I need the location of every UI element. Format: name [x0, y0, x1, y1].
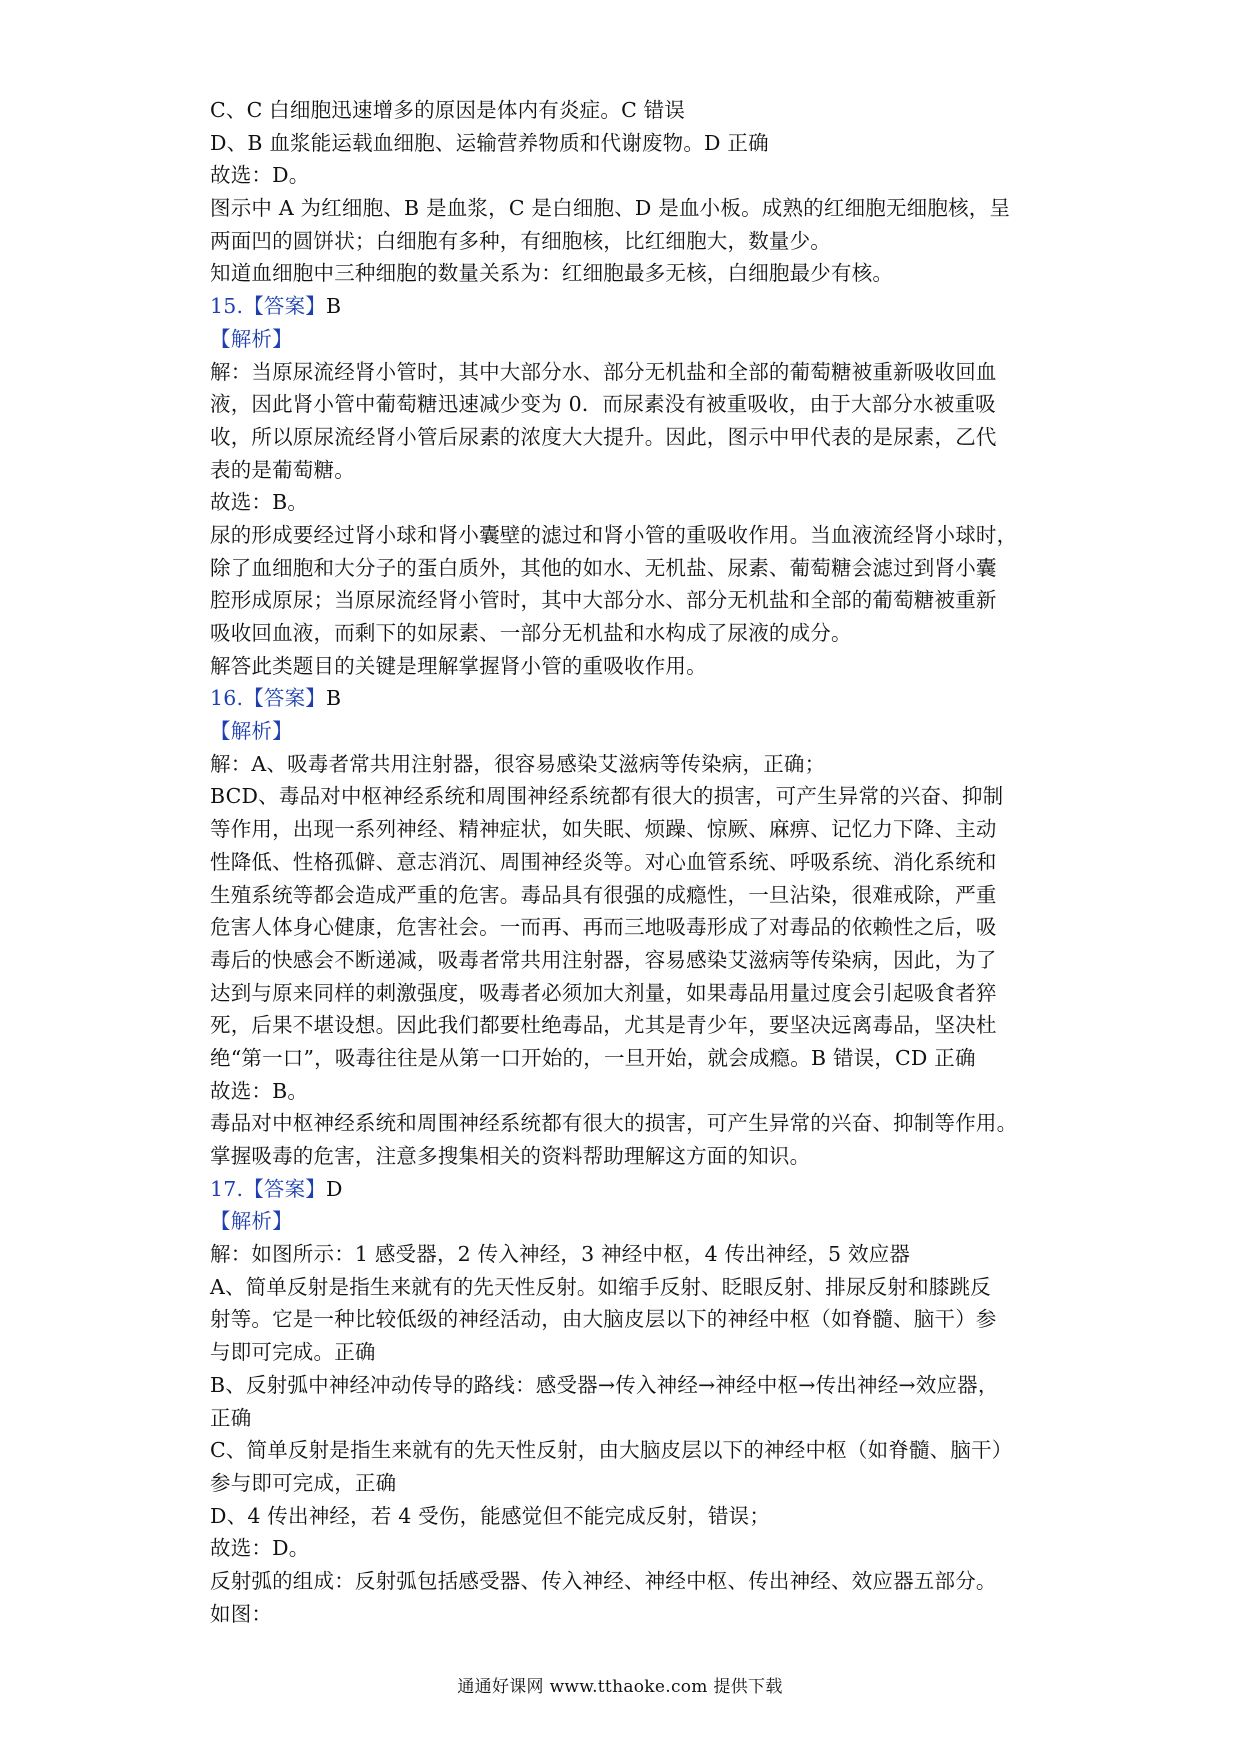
answer-label: 【答案】 — [243, 294, 327, 319]
answer-label: 【答案】 — [243, 1176, 327, 1201]
text-line: 两面凹的圆饼状；白细胞有多种，有细胞核，比红细胞大，数量少。 — [210, 228, 831, 253]
text-line: 故选：D。 — [210, 1536, 310, 1561]
question-number: 17. — [210, 1176, 244, 1201]
text-line: 毒品对中枢神经系统和周围神经系统都有很大的损害，可产生异常的兴奋、抑制等作用。 — [210, 1111, 1018, 1136]
text-line: C、简单反射是指生来就有的先天性反射，由大脑皮层以下的神经中枢（如脊髓、脑干） — [210, 1438, 1013, 1463]
text-line: 正确 — [210, 1405, 252, 1430]
text-line: 达到与原来同样的刺激强度，吸毒者必须加大剂量，如果毒品用量过度会引起吸食者猝 — [210, 980, 997, 1005]
text-line: 知道血细胞中三种细胞的数量关系为：红细胞最多无核，白细胞最少有核。 — [210, 261, 894, 286]
text-line: 尿的形成要经过肾小球和肾小囊壁的滤过和肾小管的重吸收作用。当血液流经肾小球时， — [210, 522, 1018, 547]
answer-heading-16 — [210, 682, 1040, 715]
answer-heading-15 — [210, 290, 1040, 323]
text-line: 毒后的快感会不断递减，吸毒者常共用注射器，容易感染艾滋病等传染病，因此，为了 — [210, 947, 997, 972]
text-line: 死，后果不堪设想。因此我们都要杜绝毒品，尤其是青少年，要坚决远离毒品，坚决杜 — [210, 1013, 997, 1038]
text-line: 图示中 A 为红细胞、B 是血浆，C 是白细胞、D 是血小板。成熟的红细胞无细胞核，呈 — [210, 196, 1011, 221]
text-line: 故选：D。 — [210, 163, 310, 188]
text-line: 除了血细胞和大分子的蛋白质外，其他的如水、无机盐、尿素、葡萄糖会滤过到肾小囊 — [210, 555, 997, 580]
question-number: 15. — [210, 294, 244, 319]
text-line: 解答此类题目的关键是理解掌握肾小管的重吸收作用。 — [210, 653, 707, 678]
analysis-label: 【解析】 — [210, 326, 293, 351]
text-line: 故选：B。 — [210, 490, 309, 515]
text-line: B、反射弧中神经冲动传导的路线：感受器→传入神经→神经中枢→传出神经→效应器， — [210, 1372, 999, 1397]
text-line: 表的是葡萄糖。 — [210, 457, 355, 482]
answer-value: B — [326, 686, 342, 711]
answer-label: 【答案】 — [243, 686, 327, 711]
text-line: 如图： — [210, 1601, 273, 1626]
text-line: 解：如图所示：1 感受器，2 传入神经，3 神经中枢，4 传出神经，5 效应器 — [210, 1242, 911, 1267]
text-line: C、C 白细胞迅速增多的原因是体内有炎症。C 错误 — [210, 98, 686, 122]
text-line: BCD、毒品对中枢神经系统和周围神经系统都有很大的损害，可产生异常的兴奋、抑制 — [210, 784, 1004, 809]
text-line: 性降低、性格孤僻、意志消沉、周围神经炎等。对心血管系统、呼吸系统、消化系统和 — [210, 849, 997, 874]
text-line: 生殖系统等都会造成严重的危害。毒品具有很强的成瘾性，一旦沾染，很难戒除，严重 — [210, 882, 997, 907]
page-footer: 通通好课网 www.tthaoke.com 提供下载 — [457, 1677, 783, 1697]
question-number: 16. — [210, 686, 244, 711]
text-line: 腔形成原尿；当原尿流经肾小管时，其中大部分水、部分无机盐和全部的葡萄糖被重新 — [210, 588, 997, 613]
document-body — [210, 94, 1040, 1630]
answer-heading-17 — [210, 1173, 1040, 1206]
text-line: 射等。它是一种比较低级的神经活动，由大脑皮层以下的神经中枢（如脊髓、脑干）参 — [210, 1307, 997, 1332]
text-line: 参与即可完成，正确 — [210, 1470, 397, 1495]
analysis-label: 【解析】 — [210, 1209, 293, 1234]
text-line: 绝“第一口”，吸毒往往是从第一口开始的，一旦开始，就会成瘾。B 错误，CD 正确 — [210, 1045, 976, 1070]
text-line: 解：当原尿流经肾小管时，其中大部分水、部分无机盐和全部的葡萄糖被重新吸收回血 — [210, 359, 997, 384]
text-line: 解：A、吸毒者常共用注射器，很容易感染艾滋病等传染病，正确； — [210, 751, 826, 776]
text-line: D、4 传出神经，若 4 受伤，能感觉但不能完成反射，错误； — [210, 1503, 771, 1528]
answer-value: B — [326, 294, 342, 319]
text-line: 吸收回血液，而剩下的如尿素、一部分无机盐和水构成了尿液的成分。 — [210, 621, 852, 645]
text-line: 与即可完成。正确 — [210, 1340, 376, 1365]
text-line: 故选：B。 — [210, 1078, 309, 1103]
text-line: 掌握吸毒的危害，注意多搜集相关的资料帮助理解这方面的知识。 — [210, 1144, 811, 1168]
text-line: 等作用，出现一系列神经、精神症状，如失眠、烦躁、惊厥、麻痹、记忆力下降、主动 — [210, 817, 997, 842]
text-line: 收，所以原尿流经肾小管后尿素的浓度大大提升。因此，图示中甲代表的是尿素，乙代 — [210, 424, 997, 449]
text-line: 危害人体身心健康，危害社会。一而再、再而三地吸毒形成了对毒品的依赖性之后，吸 — [210, 915, 997, 940]
analysis-label: 【解析】 — [210, 719, 293, 744]
text-line: A、简单反射是指生来就有的先天性反射。如缩手反射、眨眼反射、排尿反射和膝跳反 — [210, 1274, 991, 1299]
text-line: 反射弧的组成：反射弧包括感受器、传入神经、神经中枢、传出神经、效应器五部分。 — [210, 1568, 997, 1593]
text-line: 液，因此肾小管中葡萄糖迅速减少变为 0．而尿素没有被重吸收，由于大部分水被重吸 — [210, 392, 996, 417]
answer-value: D — [326, 1176, 343, 1201]
text-line: D、B 血浆能运载血细胞、运输营养物质和代谢废物。D 正确 — [210, 130, 769, 155]
